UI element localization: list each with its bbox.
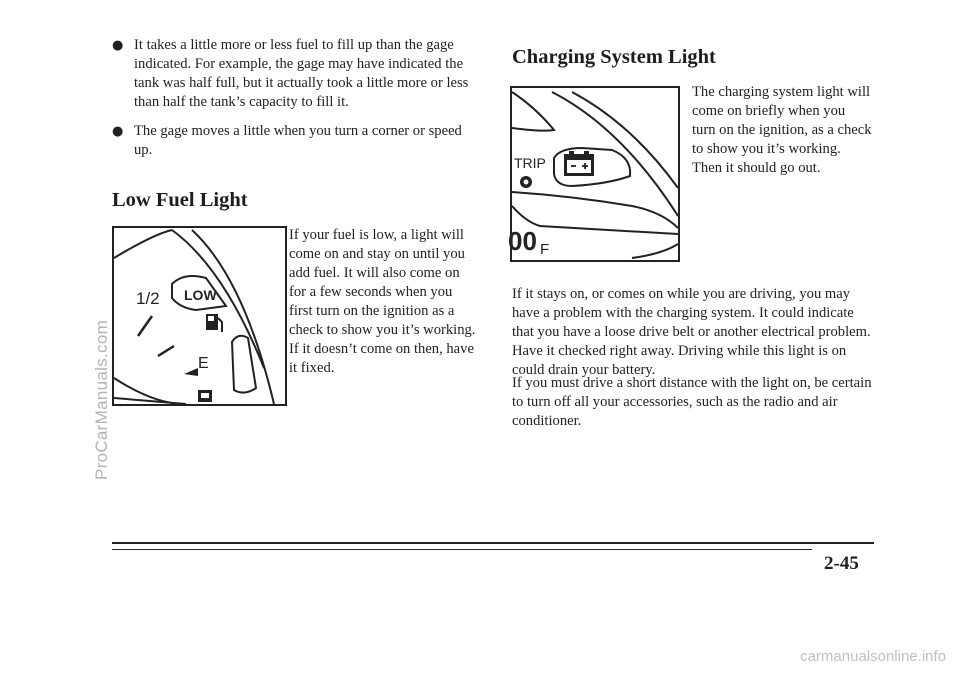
charging-paragraph-3: If you must drive a short distance with the light on, be certain to turn off all your accessories, such as the radio and air conditioner. [512, 375, 872, 429]
fuel-gage-notes [112, 36, 474, 170]
low-fuel-paragraph: If your fuel is low, a light will come on and stay on until you add fuel. It will also come on for a few seconds when you first turn on the ignition as a check to show you it’s working. If it doesn’t come on then, have it fixed. [289, 227, 476, 376]
page-number: 2-45 [824, 553, 859, 574]
half-label: 1/2 [136, 289, 160, 308]
charging-heading: Charging System Light [512, 46, 716, 68]
bullet-text: It takes a little more or less fuel to fill up than the gage indicated. For example, the gage may have indicated the tank was half full, but it actually took a little more or less than half the tank’s capacity to fill it. [134, 37, 469, 110]
fuel-gauge-drawing [114, 228, 285, 404]
bullet-text: The gage moves a little when you turn a corner or speed up. [134, 123, 462, 158]
low-label: LOW [184, 287, 217, 303]
bullet-icon: ● [112, 38, 124, 53]
charging-paragraph-1: The charging system light will come on briefly when you turn on the ignition, as a check to show you it’s working. Then it should go out. [692, 84, 872, 176]
fuel-gauge-illustration [112, 226, 287, 406]
charging-gauge-drawing [508, 88, 678, 260]
battery-icon [564, 151, 594, 176]
bottom-watermark: carmanualsonline.info [800, 648, 946, 665]
charging-light-illustration [510, 86, 680, 262]
side-watermark: ProCarManuals.com [92, 319, 111, 480]
bullet-icon: ● [112, 124, 124, 139]
needle-icon [184, 368, 198, 376]
list-item [112, 36, 474, 112]
low-fuel-heading: Low Fuel Light [112, 189, 248, 211]
full-label: F [540, 241, 550, 258]
trip-label: TRIP [514, 155, 546, 171]
door-icon [198, 390, 212, 402]
odometer-fragment: 00 [508, 226, 537, 256]
charging-paragraph-2: If it stays on, or comes on while you are driving, you may have a problem with the charging system. It could indicate that you have a loose drive belt or another electrical problem. Have it checked right away. Driving while this light is on could drain your battery. [512, 286, 871, 378]
footer-rule-thin [112, 549, 812, 550]
footer-rule [112, 542, 874, 544]
empty-label: E [198, 355, 209, 372]
fuel-pump-icon [206, 314, 222, 332]
list-item [112, 122, 474, 160]
